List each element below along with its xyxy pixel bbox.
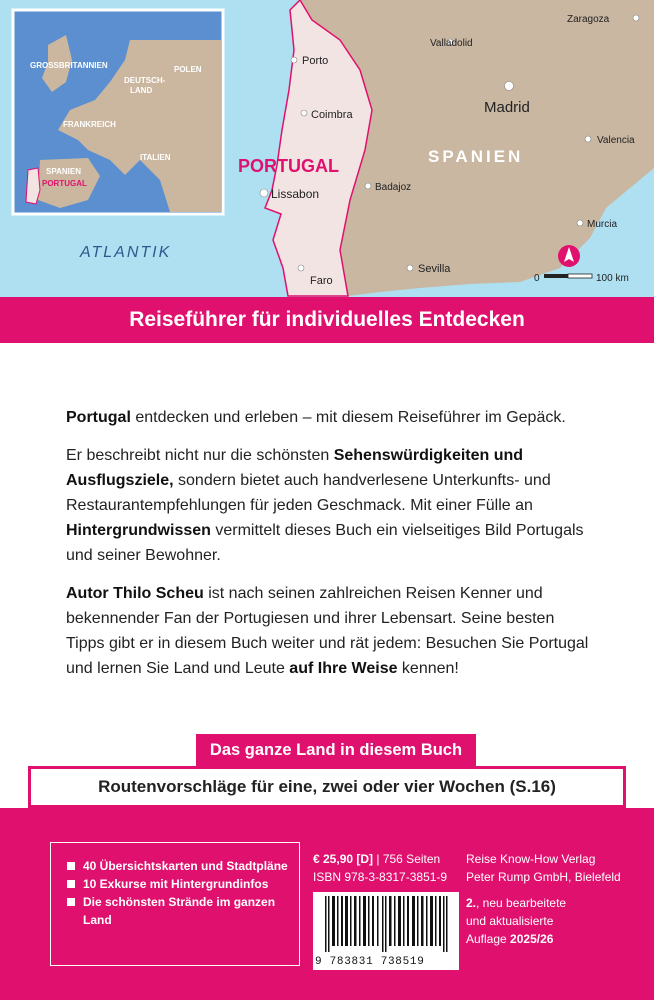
city-coimbra: Coimbra — [311, 109, 353, 121]
blurb-p3-c: kennen! — [397, 660, 459, 677]
city-valencia: Valencia — [597, 135, 635, 146]
inset-label-it: ITALIEN — [140, 153, 171, 162]
inset-label-es: SPANIEN — [46, 167, 81, 176]
scale-end: 100 km — [596, 273, 629, 284]
barcode-bars — [313, 892, 459, 954]
barcode-digits: 9 783831 738519 — [315, 956, 425, 968]
city-badajoz: Badajoz — [375, 182, 412, 193]
feature-item — [67, 875, 299, 893]
scale-start: 0 — [534, 273, 540, 284]
blurb — [66, 405, 596, 694]
blurb-p2-d: Hintergrundwissen — [66, 522, 211, 539]
header-band: Reiseführer für individuelles Entdecken — [0, 297, 654, 343]
book-tag: Das ganze Land in diesem Buch — [196, 734, 476, 766]
feature-item — [67, 893, 299, 929]
blurb-p3-a: ist nach seinen zahlreichen Reisen Kenner und bekennender Fan der Portugiesen und ihrer Lebensart. Seine besten Tipps gibt er in diesem Buch weiter und rät jedem: Besuchen Sie Portugal und lernen Sie Land und Leute — [66, 585, 589, 677]
edition-line-2: und aktualisierte — [466, 914, 554, 928]
isbn: ISBN 978-3-8317-3851-9 — [313, 870, 448, 884]
blurb-p1-bold: Portugal — [66, 409, 131, 426]
publisher — [466, 850, 621, 886]
barcode — [313, 892, 459, 970]
city-faro: Faro — [310, 275, 333, 287]
edition-num: 2. — [466, 896, 477, 910]
bullet-square-icon — [67, 898, 75, 906]
blurb-paragraph-1 — [66, 405, 596, 430]
edition-line-1 — [466, 894, 566, 912]
edition-info — [466, 894, 566, 948]
city-sevilla: Sevilla — [418, 263, 451, 275]
blurb-p3-b: auf Ihre Weise — [289, 660, 398, 677]
blurb-p3-bold: Autor Thilo Scheu — [66, 585, 204, 602]
country-portugal: PORTUGAL — [238, 156, 339, 176]
city-murcia: Murcia — [587, 219, 618, 230]
bullet-square-icon — [67, 880, 75, 888]
map — [0, 0, 654, 297]
inset-label-de1: DEUTSCH- — [124, 76, 166, 85]
inset-label-de2: LAND — [130, 86, 153, 95]
inset-label-uk: GROSSBRITANNIEN — [30, 61, 108, 70]
country-spanien: SPANIEN — [428, 147, 524, 166]
route-box: Routenvorschläge für eine, zwei oder vier Wochen (S.16) — [28, 766, 626, 808]
ocean-label: ATLANTIK — [80, 244, 172, 261]
inset-label-pl: POLEN — [174, 65, 202, 74]
publisher-line-1: Reise Know-How Verlag — [466, 852, 596, 866]
city-porto: Porto — [302, 55, 329, 67]
page-count: 756 Seiten — [382, 852, 441, 866]
feature-text: 40 Übersichtskarten und Stadtpläne — [83, 859, 288, 873]
edition-line-3-text: Auflage — [466, 932, 511, 946]
price-info — [313, 850, 447, 886]
inset-label-fr: FRANKREICH — [63, 120, 116, 129]
blurb-p1-text: entdecken und erleben – mit diesem Reiseführer im Gepäck. — [130, 409, 566, 426]
edition-line-1-text: , neu bearbeitete — [476, 896, 567, 910]
city-madrid: Madrid — [484, 99, 530, 116]
price-line: € 25,90 [D] | 756 Seiten — [313, 852, 441, 866]
blurb-p2-b: Sehenswürdigkeiten und Ausflugsziele, — [66, 447, 524, 489]
features-box — [50, 842, 300, 966]
edition-year: 2025/26 — [510, 932, 554, 946]
city-valladolid: Valladolid — [430, 38, 473, 49]
publisher-line-2: Peter Rump GmbH, Bielefeld — [466, 870, 621, 884]
inset-label-pt: PORTUGAL — [42, 179, 87, 188]
feature-text: Die schönsten Strände im ganzen Land — [83, 895, 276, 927]
bullet-square-icon — [67, 862, 75, 870]
blurb-paragraph-3 — [66, 581, 596, 681]
feature-item — [67, 857, 299, 875]
blurb-p2-c: sondern bietet auch handverlesene Unterkunfts- und Restaurantempfehlungen für jeden Geschmack. Mit einer Fülle an — [66, 472, 551, 514]
edition-line-3 — [466, 930, 566, 948]
city-lissabon: Lissabon — [271, 187, 320, 201]
feature-text: 10 Exkurse mit Hintergrundinfos — [83, 877, 269, 891]
blurb-p2-e: vermittelt dieses Buch ein vielseitiges Bild Portugals und seiner Bewohner. — [66, 522, 584, 564]
blurb-p2-a: Er beschreibt nicht nur die schönsten — [66, 447, 334, 464]
blurb-paragraph-2 — [66, 443, 596, 568]
city-zaragoza: Zaragoza — [567, 14, 610, 25]
price-amount: € 25,90 [D] — [313, 852, 374, 866]
